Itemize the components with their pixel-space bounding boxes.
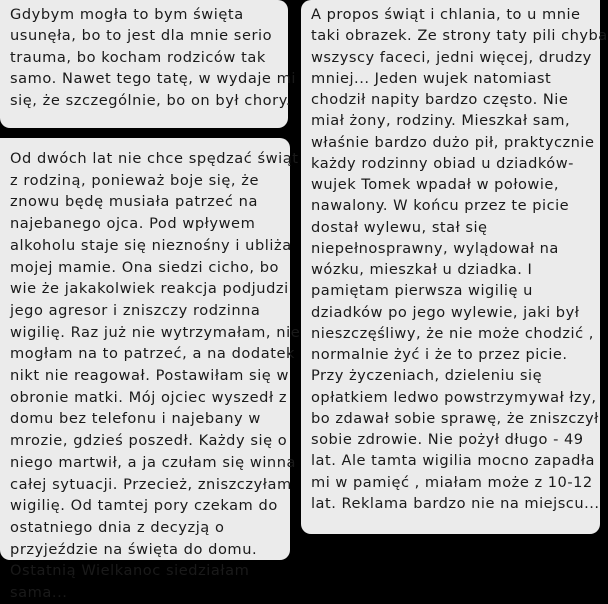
message-card-right (301, 0, 608, 534)
message-text-line: opłatkiem ledwo powstrzymywał łzy, (311, 388, 597, 406)
message-text-line: nikt nie reagował. Postawiłam się w (10, 367, 290, 385)
message-text-line: A propos świąt i chlania, to u mnie (311, 6, 581, 23)
message-text-line: każdy rodzinny obiad u dziadków- (311, 154, 574, 172)
message-card-bottom-left (0, 138, 301, 602)
message-text-line: alkoholu staje się nieznośny i ubliża (10, 236, 292, 254)
message-text-line: całej sytuacji. Przecież, zniszczyłam (10, 475, 292, 493)
message-text-line: jego agresor i zniszczy rodzinna (10, 301, 261, 319)
message-text-line: wigilię. Raz już nie wytrzymałam, nie (10, 323, 301, 341)
message-text-line: Ostatnią Wielkanoc siedziałam (10, 562, 250, 580)
message-text-line: samo. Nawet tego tatę, w wydaje mi (10, 70, 297, 88)
message-text-line: lat. Ale tamta wigilia mocno zapadła (311, 452, 595, 470)
message-text-line: mrozie, gdzieś poszedł. Każdy się o (10, 432, 288, 450)
message-text-line: trauma, bo kocham rodziców tak (10, 48, 266, 66)
message-text-line: dostał wylewu, stał się (311, 218, 488, 236)
message-text-line: normalnie żyć i że to przez picie. (311, 346, 568, 363)
message-text-line: taki obrazek. Ze strony taty pili chyba (311, 27, 608, 45)
message-text-line: mniej... Jeden wujek natomiast (311, 69, 552, 87)
message-text-line: znowu będę musiała patrzeć na (10, 193, 258, 211)
message-text-line: mojej mamie. Ona siedzi cicho, bo (10, 258, 280, 276)
message-text-line: obronie matki. Mój ojciec wyszedł z (10, 388, 288, 406)
message-text-line: Gdybym mogła to bym święta (10, 6, 244, 23)
message-text-line: lat. Reklama bardzo nie na miejscu... (311, 494, 600, 512)
message-text-line: nieszczęśliwy, że nie może chodzić , (311, 324, 594, 342)
message-card-top-left (0, 0, 297, 128)
message-text-line: wózku, mieszkał u dziadka. I (311, 261, 533, 278)
message-text-line: wigilię. Od tamtej pory czekam do (10, 497, 278, 515)
message-text-line: się, że szczególnie, bo on był chory. (10, 91, 292, 109)
message-text-line: przyjeździe na święta do domu. (10, 540, 258, 558)
message-text-line: niepełnosprawny, wylądował na (311, 239, 559, 257)
message-text-line: sobie zdrowie. Nie pożył długo - 49 (311, 431, 584, 448)
message-text-line: usunęła, bo to jest dla mnie serio (10, 27, 273, 45)
message-text-line: ostatniego dnia z decyzją o (10, 518, 225, 536)
message-text-line: chodził napity bardzo często. Nie (311, 91, 569, 108)
message-text-line: właśnie bardzo dużo pił, praktycznie (311, 133, 595, 151)
message-text-line: miał żony, rodziny. Mieszkał sam, (311, 112, 571, 130)
message-text-line: pamiętam pierwsza wigilię u (311, 282, 533, 300)
message-text-line: Od dwóch lat nie chce spędzać świąt (10, 150, 299, 167)
message-text-line: z rodziną, ponieważ boje się, że (10, 171, 260, 189)
message-text-line: wszyscy faceci, jedni więcej, drudzy (311, 48, 592, 66)
message-text-line: bo zdawał sobie sprawę, że zniszczył (311, 409, 599, 427)
message-text-line: wujek Tomek wpadał w połowie, (311, 176, 560, 193)
message-text-line: mi w pamięć , miałam może z 10-12 (311, 473, 593, 491)
message-text-line: nawalony. W końcu przez te picie (311, 197, 570, 215)
message-text-line: dziadków po jego wylewie, jaki był (311, 303, 580, 321)
message-text-line: niego martwił, a ja czułam się winna (10, 453, 297, 471)
message-text-line: wie że jakakolwiek reakcja podjudzi (10, 280, 289, 298)
message-text-line: domu bez telefonu i najebany w (10, 410, 261, 428)
message-text-line: Przy życzeniach, dzieleniu się (311, 367, 543, 385)
message-text-line: najebanego ojca. Pod wpływem (10, 215, 256, 233)
message-text-line: mogłam na to patrzeć, a na dodatek (10, 345, 296, 363)
message-text-line: sama... (10, 584, 68, 602)
